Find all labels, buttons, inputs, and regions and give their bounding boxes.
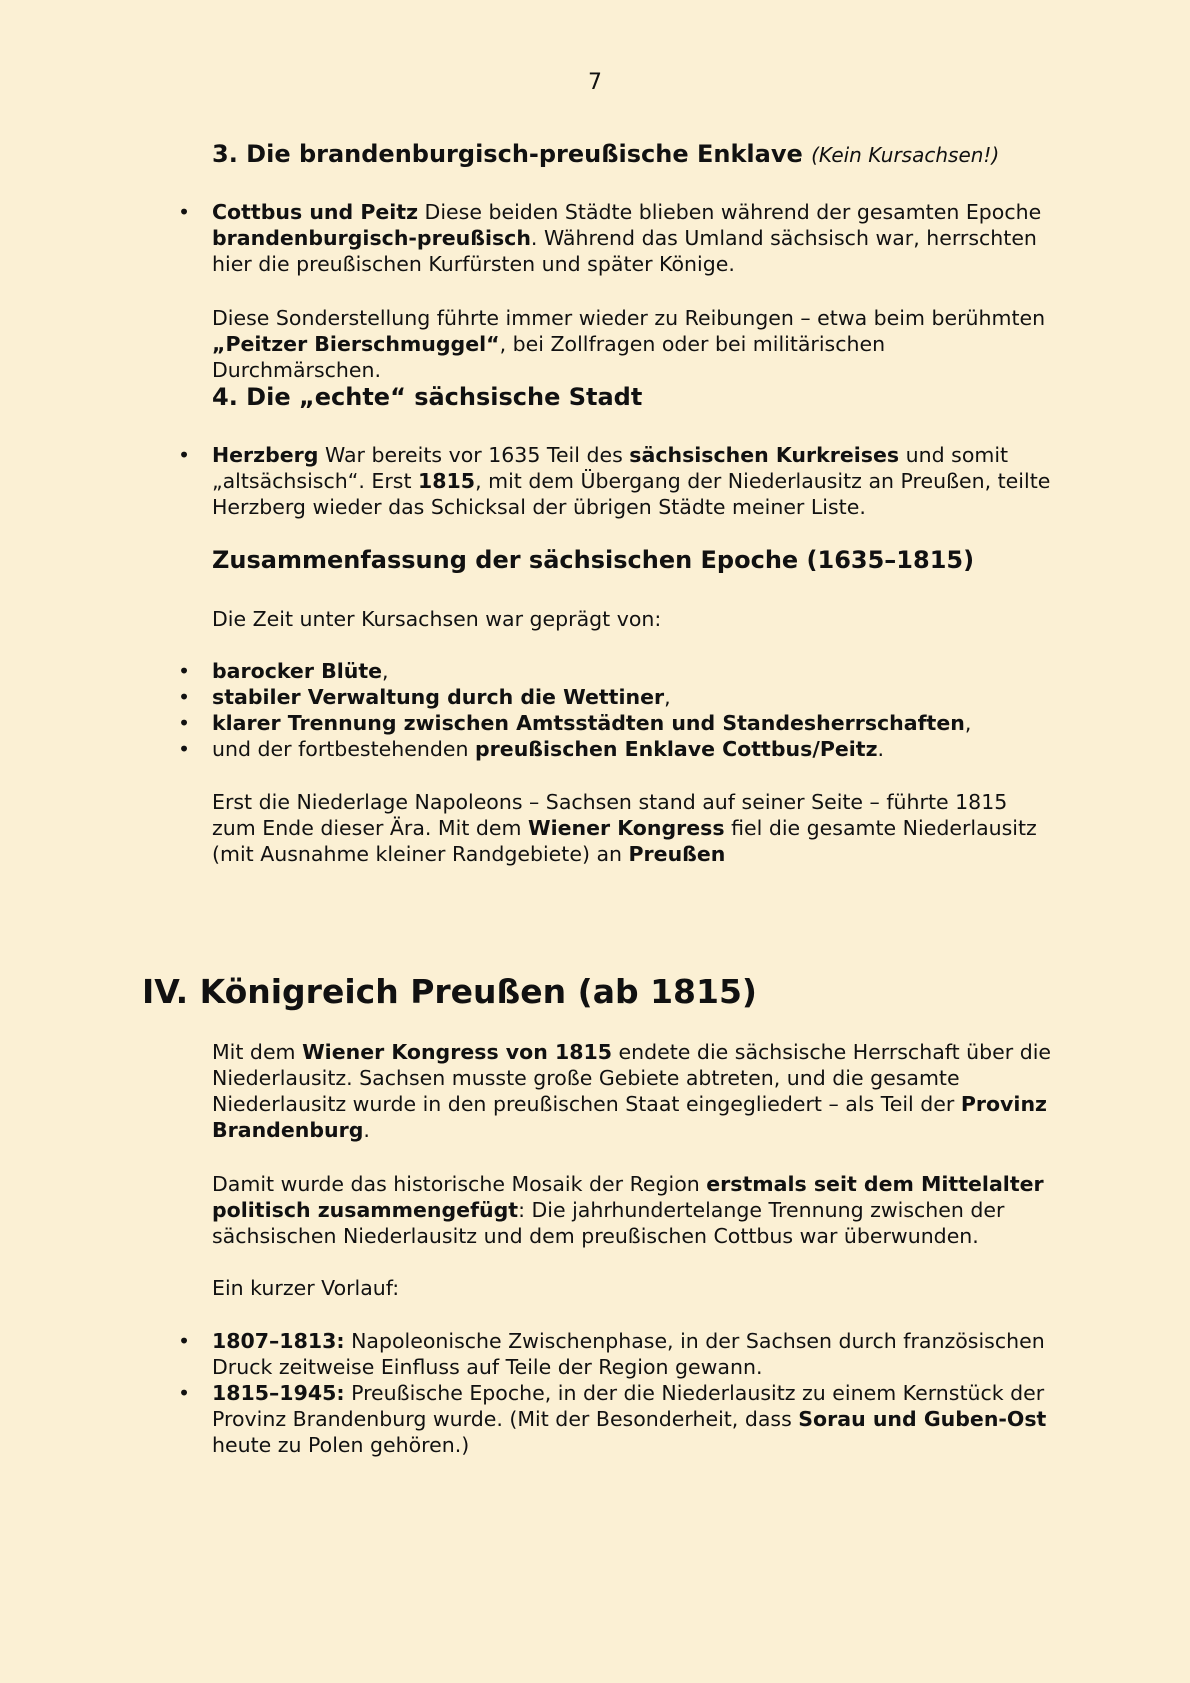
section-4-heading: 4. Die „echte“ sächsische Stadt [212, 383, 643, 411]
summary-paragraph: Erst die Niederlage Napoleons – Sachsen stand auf seiner Seite – führte 1815 zum Ende dieser Ära. Mit dem Wiener Kongress fiel die gesamte Niederlausitz (mit Ausnahme kleiner Randgebiete) an Preußen [212, 790, 1037, 866]
section-3-title: 3. Die brandenburgisch-preußische Enklave [212, 140, 803, 168]
summary-bullet-2: • stabiler Verwaltung durch die Wettiner, [212, 684, 1052, 710]
chapter-4-paragraph-2: Damit wurde das historische Mosaik der Region erstmals seit dem Mittelalter politisch zusammengefügt: Die jahrhundertelange Trennung zwischen der sächsischen Niederlausitz und dem preußischen Cottbus war überwunden. [212, 1172, 1044, 1248]
chapter-4-paragraph-1: Mit dem Wiener Kongress von 1815 endete die sächsische Herrschaft über die Niederlausitz. Sachsen musste große Gebiete abtreten, und die gesamte Niederlausitz wurde in den preußischen Staat eingegliedert – als Teil der Provinz Brandenburg. [212, 1040, 1052, 1142]
section-3-title-note: (Kein Kursachsen!) [811, 143, 1000, 167]
list-item-1815-1945: • 1815–1945: Preußische Epoche, in der die Niederlausitz zu einem Kernstück der Provinz Brandenburg wurde. (Mit der Besonderheit, dass Sorau und Guben-Ost heute zu Polen gehören.) [212, 1380, 1052, 1458]
chapter-4-paragraph-3: Ein kurzer Vorlauf: [212, 1276, 400, 1300]
list-item-cottbus-peitz: • Cottbus und Peitz Diese beiden Städte blieben während der gesamten Epoche brandenburgisch-preußisch. Während das Umland sächsisch war, herrschten hier die preußischen Kurfürsten und später Könige. [212, 199, 1052, 277]
list-item-herzberg: • Herzberg War bereits vor 1635 Teil des sächsischen Kurkreises und somit „altsächsisch“. Erst 1815, mit dem Übergang der Niederlausitz an Preußen, teilte Herzberg wieder das Schicksal der übrigen Städte meiner Liste. [212, 442, 1052, 520]
chapter-4-heading: IV. Königreich Preußen (ab 1815) [142, 972, 758, 1011]
list-item-1807-1813: • 1807–1813: Napoleonische Zwischenphase, in der Sachsen durch französischen Druck zeitweise Einfluss auf Teile der Region gewann. [212, 1328, 1052, 1380]
section-3-heading [212, 140, 999, 168]
summary-bullet-3: • klarer Trennung zwischen Amtsstädten und Standesherrschaften, [212, 710, 1052, 736]
summary-bullet-1: • barocker Blüte, [212, 658, 1052, 684]
summary-heading: Zusammenfassung der sächsischen Epoche (1635–1815) [212, 546, 975, 574]
page-number: 7 [588, 70, 602, 95]
summary-intro: Die Zeit unter Kursachsen war geprägt von: [212, 607, 662, 631]
paragraph-sonderstellung: Diese Sonderstellung führte immer wieder zu Reibungen – etwa beim berühmten „Peitzer Bierschmuggel“, bei Zollfragen oder bei militärischen Durchmärschen. [212, 306, 1046, 382]
summary-bullet-4: • und der fortbestehenden preußischen Enklave Cottbus/Peitz. [212, 736, 1052, 762]
